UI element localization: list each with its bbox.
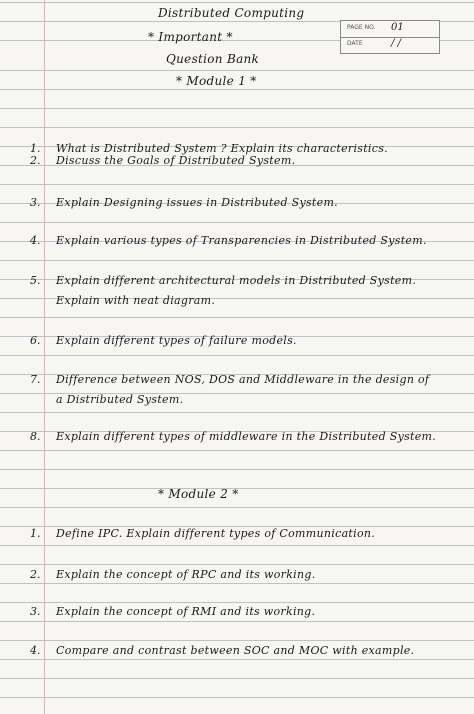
question-text: Explain the concept of RPC and its working. xyxy=(56,568,316,581)
date-label: DATE xyxy=(347,40,363,47)
question-text: Explain Designing issues in Distributed System. xyxy=(56,196,338,209)
question-text: Explain different types of middleware in the Distributed System. xyxy=(56,430,437,443)
page-number-box xyxy=(340,20,440,54)
question-number: 4. xyxy=(30,234,41,247)
question-text: a Distributed System. xyxy=(56,393,184,406)
question-text: What is Distributed System ? Explain its characteristics. xyxy=(56,142,388,155)
question-text: Difference between NOS, DOS and Middleware in the design of xyxy=(56,373,430,386)
question-number: 2. xyxy=(30,568,41,581)
question-number: 2. xyxy=(30,154,41,167)
question-number: 3. xyxy=(30,196,41,209)
module-1-heading: * Module 1 * xyxy=(176,74,257,88)
question-text: Discuss the Goals of Distributed System. xyxy=(56,154,296,167)
question-text: Compare and contrast between SOC and MOC with example. xyxy=(56,644,415,657)
page-no-label: PAGE NO. xyxy=(347,24,376,31)
question-number: 4. xyxy=(30,644,41,657)
question-number: 5. xyxy=(30,274,41,287)
module-2-heading: * Module 2 * xyxy=(158,487,239,501)
question-number: 1. xyxy=(30,142,41,155)
question-number: 8. xyxy=(30,430,41,443)
page-no-value: 01 xyxy=(391,22,404,33)
question-number: 6. xyxy=(30,334,41,347)
question-text: Explain various types of Transparencies in Distributed System. xyxy=(56,234,427,247)
header-important: * Important * xyxy=(148,30,233,44)
question-number: 7. xyxy=(30,373,41,386)
header-question-bank: Question Bank xyxy=(166,52,260,66)
date-value: / / xyxy=(391,38,401,49)
question-text: Define IPC. Explain different types of Communication. xyxy=(56,527,376,540)
question-text: Explain different architectural models in Distributed System. xyxy=(56,274,417,287)
margin-line xyxy=(44,0,45,714)
question-number: 3. xyxy=(30,605,41,618)
question-text: Explain different types of failure models. xyxy=(56,334,297,347)
question-text: Explain the concept of RMI and its working. xyxy=(56,605,316,618)
header-title: Distributed Computing xyxy=(158,6,305,20)
question-number: 1. xyxy=(30,527,41,540)
question-text: Explain with neat diagram. xyxy=(56,294,216,307)
